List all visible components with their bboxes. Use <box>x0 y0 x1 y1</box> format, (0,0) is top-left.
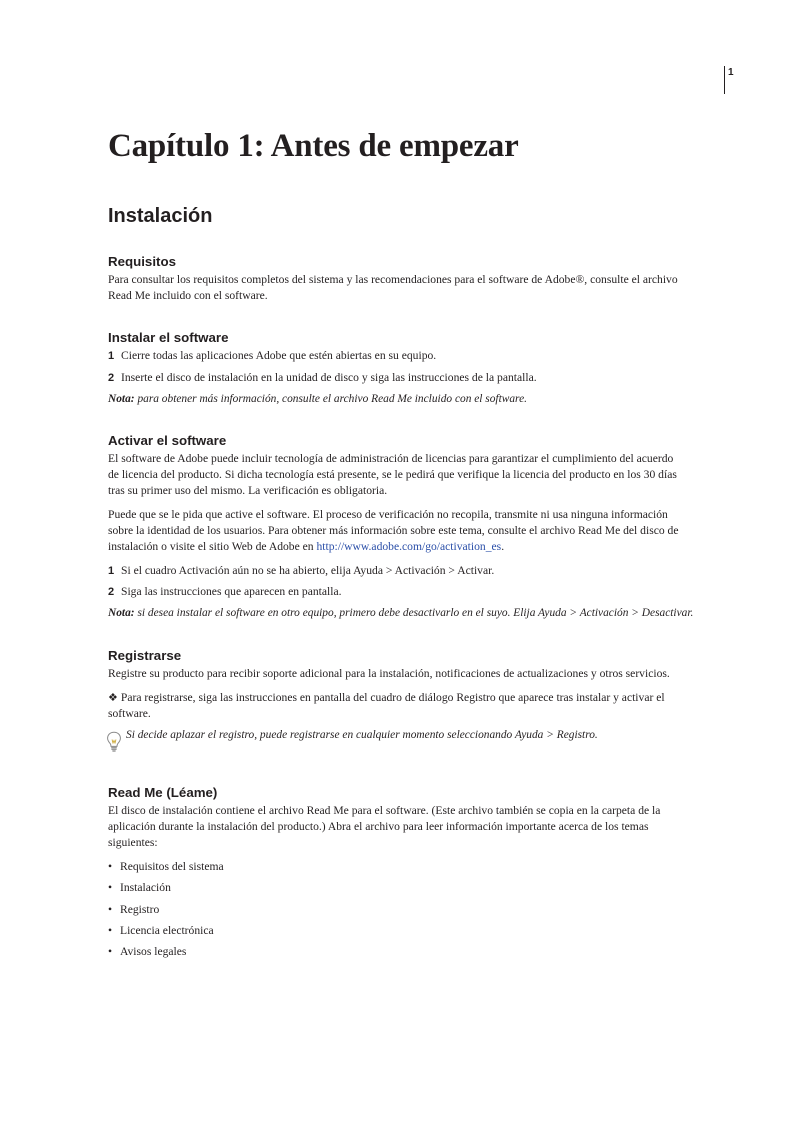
bullet: • <box>108 881 113 894</box>
step-text: Si el cuadro Activación aún no se ha abierto, elija Ayuda > Activación > Activar. <box>121 564 495 577</box>
list-item-text: Registro <box>120 903 160 916</box>
activar-note <box>108 605 693 621</box>
list-item <box>108 859 224 875</box>
readme-text-line: El disco de instalación contiene el archivo Read Me para el software. (Este archivo también se copia en la carpeta de la <box>108 804 661 817</box>
bullet: • <box>108 924 113 937</box>
step-text: Inserte el disco de instalación en la unidad de disco y siga las instrucciones de la pantalla. <box>121 371 537 384</box>
step-number: 2 <box>108 372 115 384</box>
bullet: • <box>108 903 113 916</box>
activar-text-line: de licencia del producto. Si dicha tecnología está presente, se le pedirá que verifique la licencia del producto en los 30 días <box>108 468 677 481</box>
list-item-text: Avisos legales <box>120 945 187 958</box>
instalar-heading: Instalar el software <box>108 330 229 345</box>
step-text: Siga las instrucciones que aparecen en pantalla. <box>121 585 342 598</box>
note-label: Nota: <box>108 607 135 619</box>
step-text: Cierre todas las aplicaciones Adobe que estén abiertas en su equipo. <box>121 349 437 362</box>
chapter-title: Capítulo 1: Antes de empezar <box>108 128 519 164</box>
note-text: si desea instalar el software en otro equipo, primero debe desactivarlo en el suyo. Elija Ayuda > Activación > Desactivar. <box>137 607 694 619</box>
procedure-marker-icon: ❖ <box>108 692 118 704</box>
list-item <box>108 902 159 918</box>
activar-text-line: El software de Adobe puede incluir tecnología de administración de licencias para garantizar el cumplimiento del acuerdo <box>108 452 674 465</box>
section-title: Instalación <box>108 205 213 227</box>
requisitos-heading: Requisitos <box>108 254 176 269</box>
requisitos-text-line: Read Me incluido con el software. <box>108 289 268 302</box>
list-item <box>108 944 186 960</box>
requisitos-text-line: Para consultar los requisitos completos del sistema y las recomendaciones para el software de Adobe®, consulte el archivo <box>108 273 678 286</box>
note-label: Nota: <box>108 393 135 405</box>
activar-step <box>108 563 494 579</box>
activar-text-line: tras su primer uso del mismo. La verificación es obligatoria. <box>108 484 388 497</box>
registrarse-heading: Registrarse <box>108 648 182 663</box>
instalar-note <box>108 391 527 407</box>
activar-text-line: Puede que se le pida que active el software. El proceso de verificación no recopila, transmite ni usa ninguna información <box>108 508 668 521</box>
list-item-text: Instalación <box>120 881 171 894</box>
activation-link[interactable]: http://www.adobe.com/go/activation_es <box>316 540 502 553</box>
step-number: 1 <box>108 350 115 362</box>
note-text: para obtener más información, consulte el archivo Read Me incluido con el software. <box>137 393 527 405</box>
activar-text-line <box>108 539 504 555</box>
list-item <box>108 880 171 896</box>
page-number: 1 <box>724 66 734 94</box>
step-number: 1 <box>108 565 115 577</box>
registrarse-text: Registre su producto para recibir soporte adicional para la instalación, notificaciones de actualizaciones y otros servicios. <box>108 667 670 680</box>
instalar-step <box>108 370 537 386</box>
step-number: 2 <box>108 586 115 598</box>
bullet: • <box>108 945 113 958</box>
activar-text-suffix: . <box>501 540 505 553</box>
list-item-text: Requisitos del sistema <box>120 860 224 873</box>
registrarse-procedure-line: software. <box>108 707 151 720</box>
activar-text-prefix: instalación o visite el sitio Web de Adobe en <box>108 540 317 553</box>
activar-step <box>108 584 342 600</box>
readme-text-line: siguientes: <box>108 836 158 849</box>
activar-heading: Activar el software <box>108 433 227 448</box>
readme-heading: Read Me (Léame) <box>108 785 218 800</box>
instalar-step <box>108 348 436 364</box>
registrarse-procedure-line <box>108 690 665 706</box>
list-item <box>108 923 214 939</box>
list-item-text: Licencia electrónica <box>120 924 214 937</box>
activar-text-line: sobre la identidad de los usuarios. Para obtener más información sobre este tema, consulte el archivo Read Me del disco de <box>108 524 679 537</box>
procedure-text: Para registrarse, siga las instrucciones en pantalla del cuadro de diálogo Registro que aparece tras instalar y activar el <box>120 691 665 704</box>
registrarse-tip: Si decide aplazar el registro, puede registrarse en cualquier momento seleccionando Ayuda > Registro. <box>126 729 598 741</box>
readme-text-line: aplicación durante la instalación del producto.) Abra el archivo para leer información importante acerca de los temas <box>108 820 649 833</box>
bullet: • <box>108 860 113 873</box>
lightbulb-icon <box>106 731 122 753</box>
